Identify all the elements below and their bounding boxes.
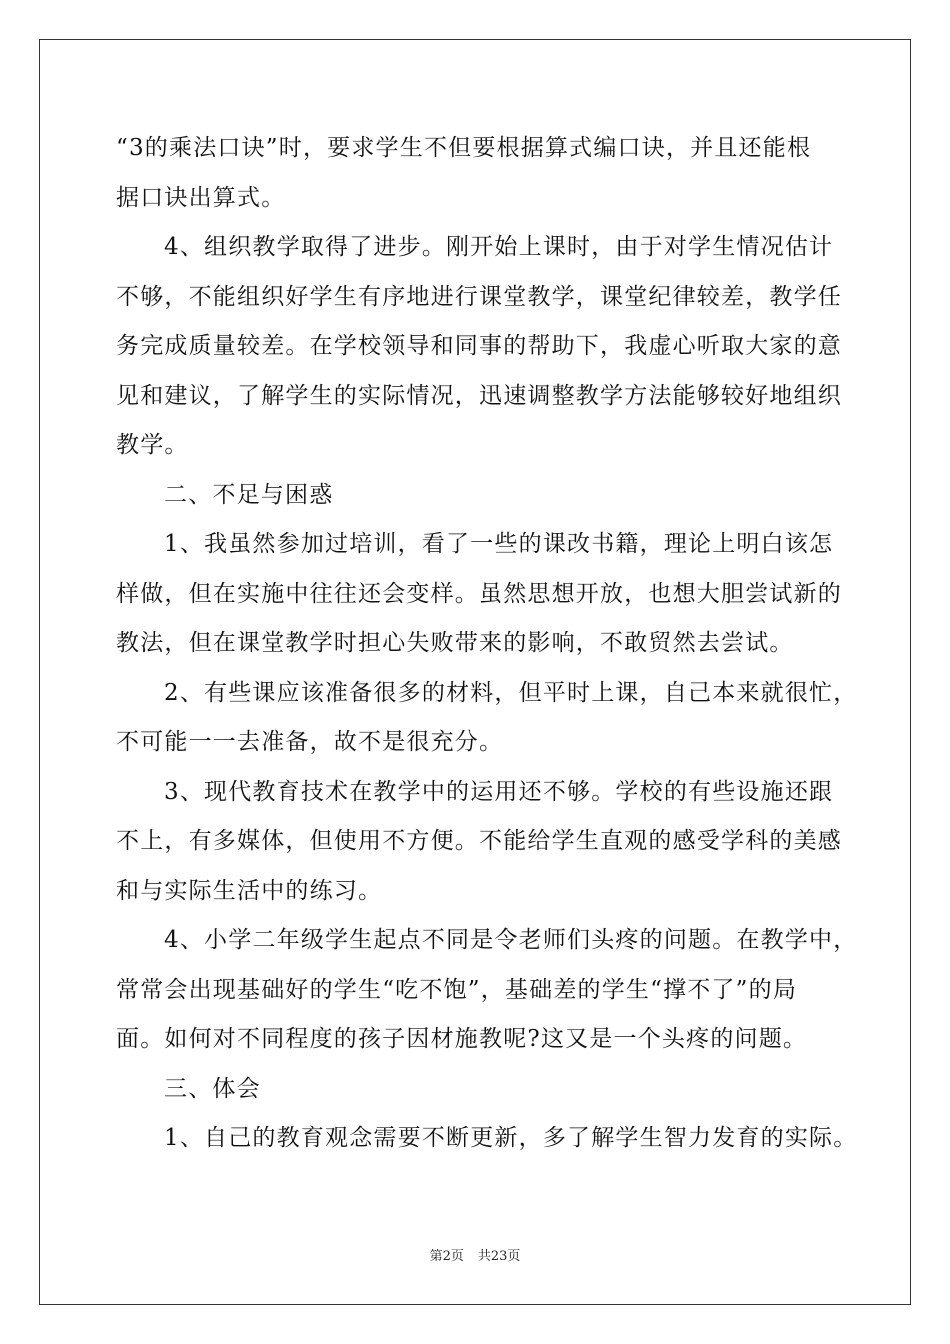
page-total: 共23页 [477, 1249, 521, 1264]
text-line: 2、有些课应该准备很多的材料，但平时上课，自己本来就很忙， [164, 679, 858, 706]
text-line: 4、组织教学取得了进步。刚开始上课时，由于对学生情况估计 [164, 234, 834, 260]
text-line: 不上，有多媒体，但使用不方便。不能给学生直观的感受学科的美感 [116, 828, 842, 854]
text-line: 3、现代教育技术在教学中的运用还不够。学校的有些设施还跟 [164, 778, 834, 805]
text-line: 据口诀出算式。 [116, 184, 286, 211]
text-line: 见和建议，了解学生的实际情况，迅速调整教学方法能够较好地组织 [116, 382, 842, 409]
text-line: 教法，但在课堂教学时担心失败带来的影响，不敢贸然去尝试。 [116, 630, 794, 656]
text-line: 二、不足与困惑 [164, 481, 334, 508]
text-line: 教学。 [116, 432, 189, 458]
text-line: 常常会出现基础好的学生“吃不饱”，基础差的学生“撑不了”的局 [116, 976, 798, 1003]
text-line: 4、小学二年级学生起点不同是令老师们头疼的问题。在教学中， [164, 927, 858, 953]
page-footer [0, 1245, 950, 1264]
text-line: 面。如何对不同程度的孩子因材施教呢?这又是一个头疼的问题。 [116, 1026, 808, 1052]
page-number: 第2页 [429, 1249, 464, 1264]
text-line: 和与实际生活中的练习。 [116, 877, 383, 904]
text-line: 不够，不能组织好学生有序地进行课堂教学，课堂纪律较差，教学任 [116, 283, 842, 310]
text-line: 1、自己的教育观念需要不断更新，多了解学生智力发育的实际。 [164, 1125, 858, 1151]
text-line: 1、我虽然参加过培训，看了一些的课改书籍，理论上明白该怎 [164, 531, 834, 557]
text-line: 不可能一一去准备，故不是很充分。 [116, 729, 504, 755]
text-line: 三、体会 [164, 1075, 261, 1102]
text-line: 务完成质量较差。在学校领导和同事的帮助下，我虚心听取大家的意 [116, 333, 842, 359]
document-body [116, 124, 858, 1164]
text-line: 样做，但在实施中往往还会变样。虽然思想开放，也想大胆尝试新的 [116, 580, 842, 607]
text-line: “3的乘法口诀”时，要求学生不但要根据算式编口诀，并且还能根 [116, 135, 812, 161]
